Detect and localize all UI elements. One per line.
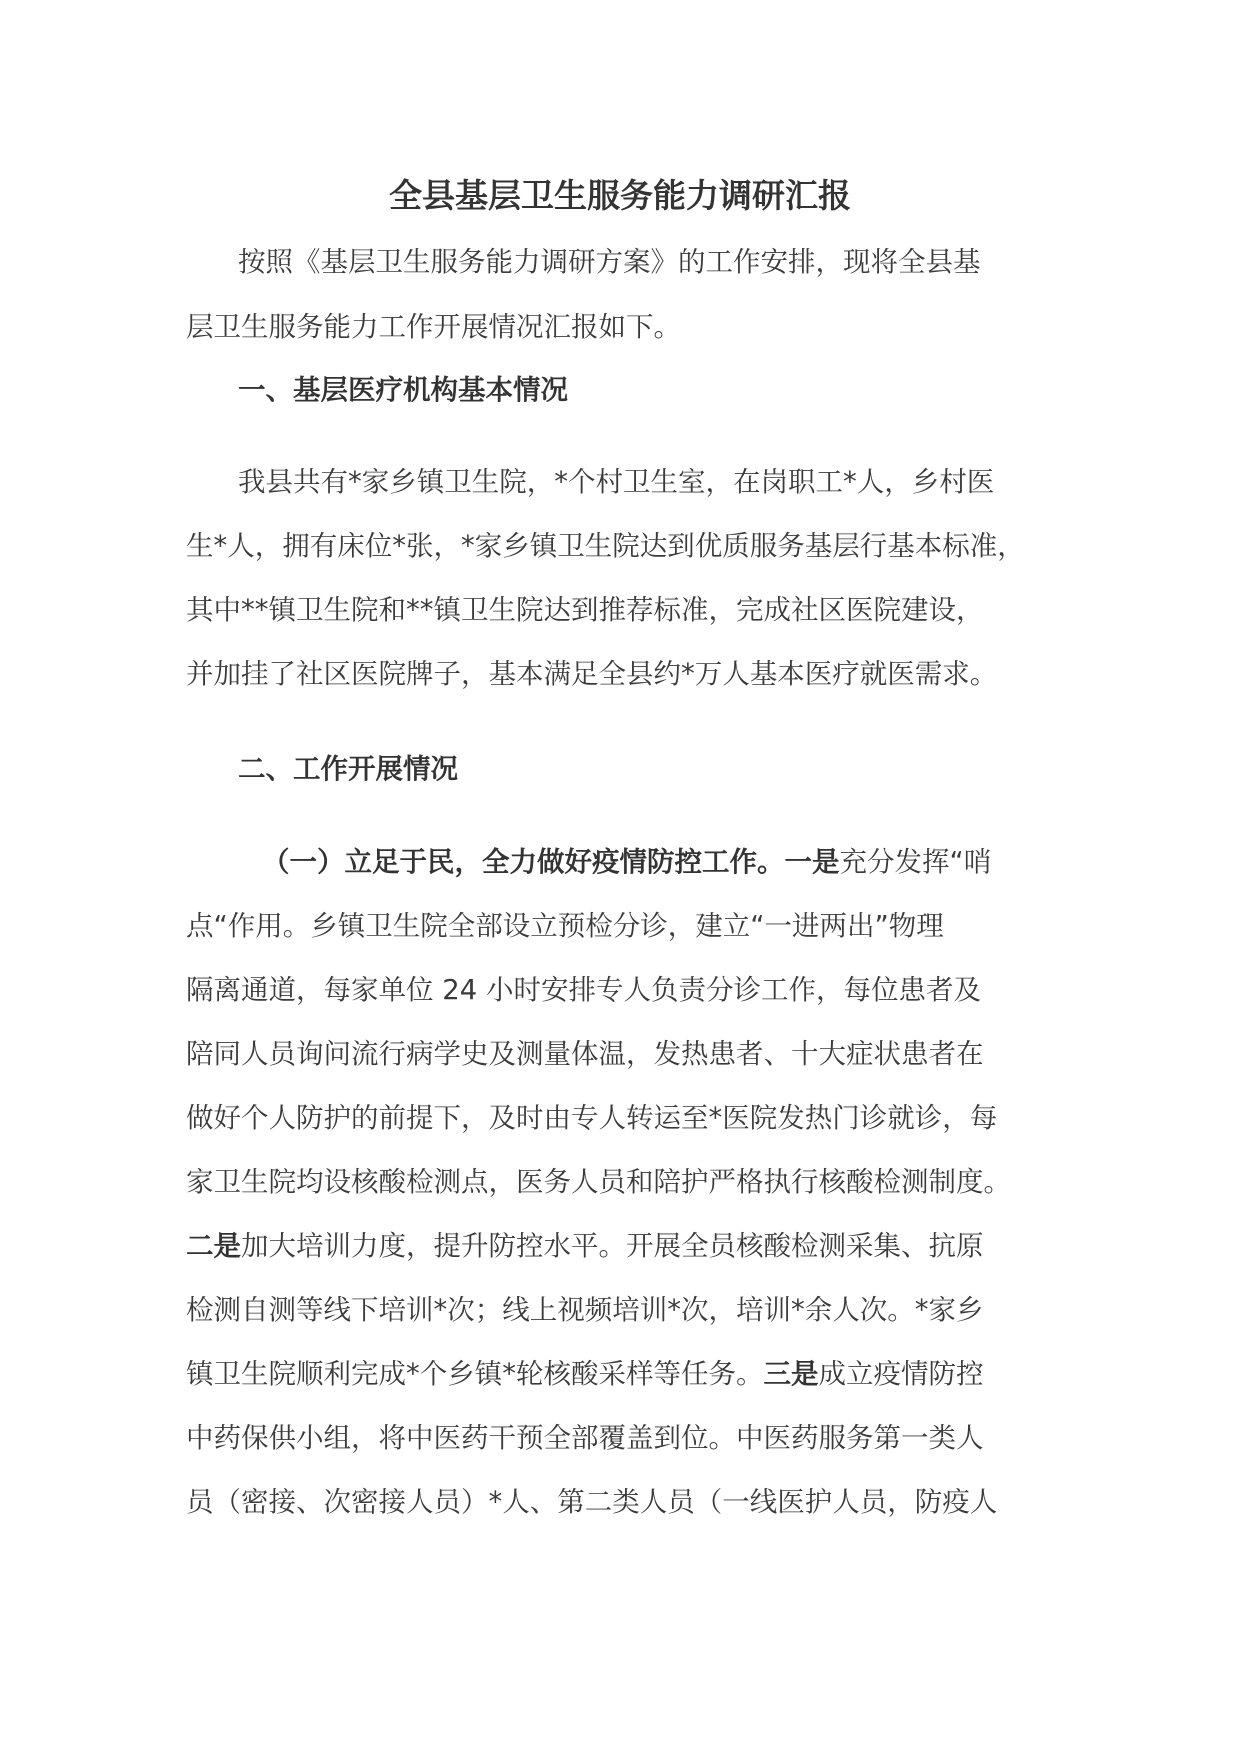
section-2-line-6: 家卫生院均设核酸检测点，医务人员和陪护严格执行核酸检测制度。	[186, 1166, 1011, 1198]
section-2-heading: 二、工作开展情况	[238, 753, 458, 785]
point-3-label: 三是	[763, 1358, 819, 1390]
section-2-line-10: 中药保供小组，将中医药干预全部覆盖到位。中医药服务第一类人	[186, 1422, 984, 1454]
section-1-heading: 一、基层医疗机构基本情况	[238, 374, 568, 406]
section-1-line-2: 生*人，拥有床位*张，*家乡镇卫生院达到优质服务基层行基本标准，	[186, 530, 1025, 562]
section-1-line-1: 我县共有*家乡镇卫生院，*个村卫生室，在岗职工*人，乡村医	[238, 466, 995, 498]
section-1-line-3: 其中**镇卫生院和**镇卫生院达到推荐标准，完成社区医院建设，	[186, 594, 984, 626]
section-1-line-4: 并加挂了社区医院牌子，基本满足全县约*万人基本医疗就医需求。	[186, 658, 998, 690]
document-title: 全县基层卫生服务能力调研汇报	[389, 176, 851, 215]
point-2-text: 加大培训力度，提升防控水平。开展全员核酸检测采集、抗原	[241, 1230, 984, 1262]
section-2-line-4: 陪同人员询问流行病学史及测量体温，发热患者、十大症状患者在	[186, 1038, 984, 1070]
section-2-sub-1-line	[262, 838, 991, 886]
intro-line-2: 层卫生服务能力工作开展情况汇报如下。	[186, 311, 681, 343]
line-9-text-a: 镇卫生院顺利完成*个乡镇*轮核酸采样等任务。	[186, 1358, 764, 1390]
point-3-text: 成立疫情防控	[818, 1358, 984, 1390]
intro-line-1: 按照《基层卫生服务能力调研方案》的工作安排，现将全县基	[238, 246, 981, 278]
section-2-line-11: 员（密接、次密接人员）*人、第二类人员（一线医护人员，防疫人	[186, 1486, 998, 1518]
point-2-label: 二是	[186, 1230, 241, 1262]
section-2-line-2: 点“作用。乡镇卫生院全部设立预检分诊，建立“一进两出”物理	[186, 910, 944, 942]
section-2-line-3: 隔离通道，每家单位 24 小时安排专人负责分诊工作，每位患者及	[186, 974, 981, 1006]
subsection-1-title: （一）立足于民，全力做好疫情防控工作。	[262, 846, 785, 878]
section-2-line-8: 检测自测等线下培训*次；线上视频培训*次，培训*余人次。*家乡	[186, 1294, 984, 1326]
section-2-line-9	[186, 1350, 984, 1398]
section-2-line-7	[186, 1222, 984, 1270]
section-2-line-5: 做好个人防护的前提下，及时由专人转运至*医院发热门诊就诊，每	[186, 1102, 998, 1134]
point-1-text: 充分发挥“哨	[839, 846, 992, 878]
point-1-label: 一是	[784, 846, 840, 878]
